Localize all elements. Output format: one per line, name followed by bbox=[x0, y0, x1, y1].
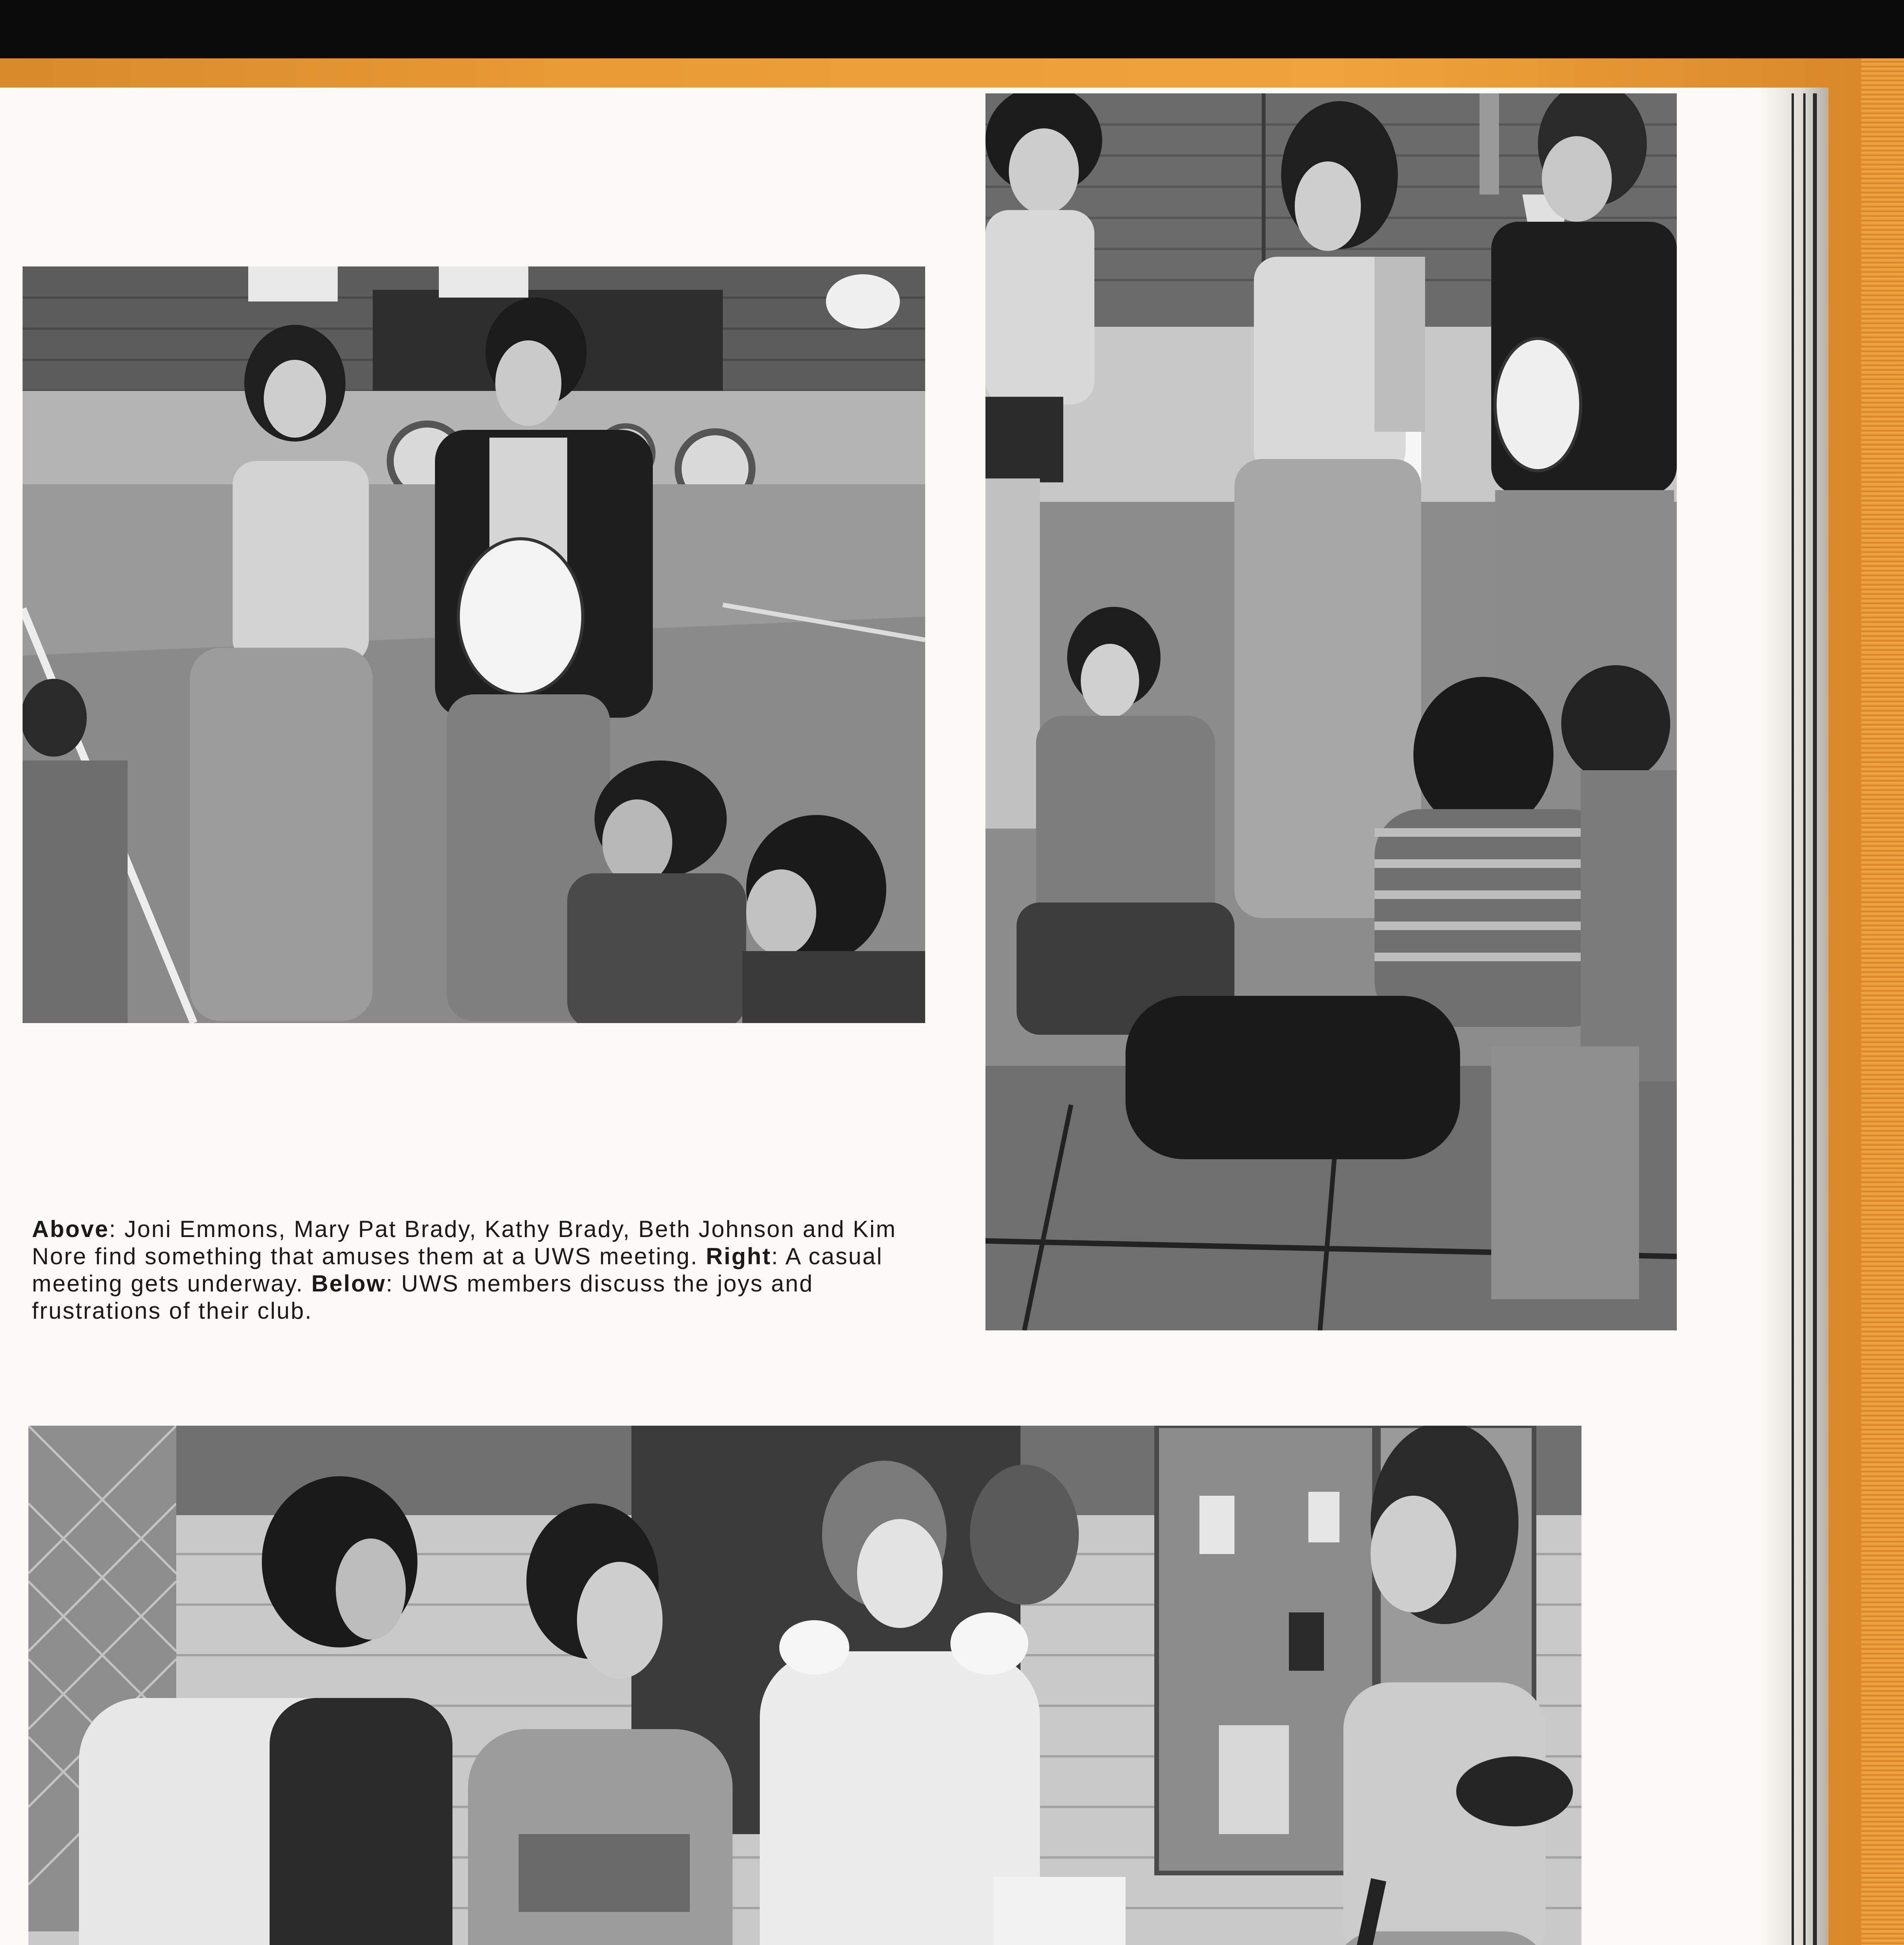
caption-above-label: Above bbox=[32, 1216, 109, 1242]
photo-above-gym-students bbox=[23, 266, 925, 1023]
binding-line bbox=[1803, 93, 1806, 1945]
caption-below-text: : UWS members discuss the joys and frustrations of their club. bbox=[32, 1270, 813, 1324]
binding-line bbox=[1813, 93, 1817, 1945]
caption-below-label: Below bbox=[311, 1270, 386, 1297]
binding-line bbox=[1792, 93, 1794, 1945]
photo-caption bbox=[32, 1216, 923, 1325]
caption-right-label: Right bbox=[706, 1243, 771, 1269]
cover-edge bbox=[1861, 58, 1904, 1945]
photo-right-casual-meeting bbox=[985, 93, 1677, 1330]
caption-right-text: : A casual meeting gets underway. bbox=[32, 1243, 883, 1297]
caption-above-text: : Joni Emmons, Mary Pat Brady, Kathy Brady, Beth Johnson and Kim Nore find something that amuses them at a UWS meeting. bbox=[32, 1216, 897, 1269]
photo-below-members-discuss bbox=[28, 1426, 1581, 1945]
